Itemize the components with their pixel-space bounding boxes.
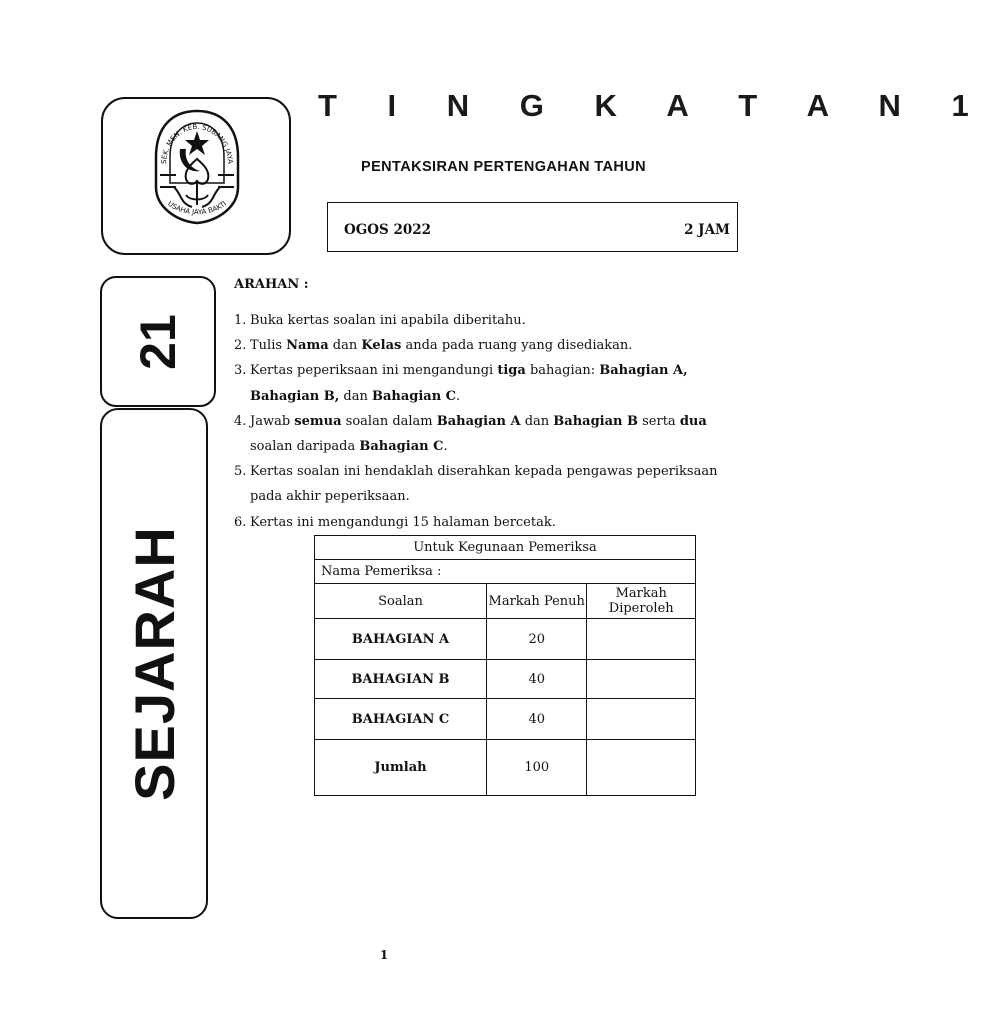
row-section: BAHAGIAN B <box>315 660 487 699</box>
row-section: BAHAGIAN A <box>315 619 487 660</box>
table-row <box>315 699 696 740</box>
instruction-item <box>234 409 734 459</box>
instruction-number: 2. <box>234 338 247 354</box>
logo-frame <box>101 97 291 255</box>
instruction-emphasis: tiga <box>497 363 526 379</box>
instruction-text: dan <box>328 338 362 354</box>
header-soalan: Soalan <box>315 584 487 619</box>
exam-date: OGOS 2022 <box>344 222 432 238</box>
instruction-text: Kertas ini mengandungi 15 halaman bercetak. <box>250 514 556 530</box>
paper-code-box <box>100 276 216 407</box>
instruction-number: 1. <box>234 313 247 328</box>
instruction-item <box>234 333 734 358</box>
instruction-text: . <box>443 439 448 455</box>
form-title: T I N G K A T A N 1 <box>318 88 990 123</box>
instruction-emphasis: Bahagian C <box>371 388 457 404</box>
assessment-subtitle: PENTAKSIRAN PERTENGAHAN TAHUN <box>361 159 646 175</box>
row-obtained-mark[interactable] <box>587 660 696 699</box>
header-markah-diperoleh: Markah Diperoleh <box>587 584 696 619</box>
instruction-emphasis: semua <box>294 413 342 429</box>
row-section: BAHAGIAN C <box>315 699 487 740</box>
instruction-number: 5. <box>234 464 247 480</box>
subject-box <box>100 408 208 919</box>
instruction-emphasis: Bahagian C <box>359 439 444 455</box>
subject-name: SEJARAH <box>122 526 186 801</box>
header-markah-penuh: Markah Penuh <box>487 584 587 619</box>
instruction-emphasis: dua <box>679 413 707 429</box>
paper-code: 21 <box>130 313 186 370</box>
instruction-text: Jawab <box>250 413 295 429</box>
examiner-marks-table <box>314 535 696 796</box>
page-number: 1 <box>379 948 389 962</box>
instruction-item <box>234 308 734 333</box>
table-row <box>315 660 696 699</box>
table-title: Untuk Kegunaan Pemeriksa <box>315 536 696 560</box>
row-full-mark: 40 <box>487 699 587 740</box>
instruction-number: 4. <box>234 413 247 429</box>
instruction-text: soalan daripada <box>250 439 360 455</box>
instruction-emphasis: Bahagian A, Bahagian B, <box>250 363 688 404</box>
instruction-text: Kertas peperiksaan ini mengandungi <box>250 363 498 379</box>
instruction-emphasis: Kelas <box>361 338 402 354</box>
svg-text:SEK. MEN. KEB. SUBANG JAYA: SEK. MEN. KEB. SUBANG JAYA <box>159 122 235 165</box>
row-total-obtained[interactable] <box>587 740 696 796</box>
instruction-item <box>234 358 734 408</box>
instructions-list <box>234 308 734 535</box>
svg-text:USAHA JAYA BAKTI: USAHA JAYA BAKTI <box>166 199 228 217</box>
row-obtained-mark[interactable] <box>587 619 696 660</box>
instruction-text: Kertas soalan ini hendaklah diserahkan kepada pengawas peperiksaan pada akhir peperiksaan. <box>250 464 718 505</box>
table-row <box>315 740 696 796</box>
row-full-mark: 40 <box>487 660 587 699</box>
exam-duration: 2 JAM <box>684 222 730 238</box>
instruction-text: . <box>456 388 461 404</box>
table-row <box>315 619 696 660</box>
instruction-number: 3. <box>234 363 247 379</box>
instruction-emphasis: Nama <box>286 338 329 354</box>
school-crest-icon <box>152 109 242 225</box>
instruction-text: anda pada ruang yang disediakan. <box>401 338 633 354</box>
instruction-emphasis: Bahagian B <box>553 413 638 429</box>
instruction-text: Tulis <box>250 338 287 354</box>
instruction-emphasis: Bahagian A <box>436 413 521 429</box>
instruction-item <box>234 510 734 535</box>
date-duration-box <box>327 202 738 252</box>
examiner-name-label: Nama Pemeriksa : <box>315 560 696 584</box>
instruction-text: dan <box>339 388 372 404</box>
instruction-text: Buka kertas soalan ini apabila diberitahu. <box>250 313 526 328</box>
row-total-label: Jumlah <box>315 740 487 796</box>
instructions-heading: ARAHAN : <box>234 277 309 292</box>
instruction-text: serta <box>638 413 680 429</box>
instruction-number: 6. <box>234 514 247 530</box>
instruction-item <box>234 459 734 509</box>
instruction-text: bahagian: <box>525 363 600 379</box>
row-total-full: 100 <box>487 740 587 796</box>
instruction-text: dan <box>520 413 554 429</box>
instruction-text: soalan dalam <box>341 413 437 429</box>
row-obtained-mark[interactable] <box>587 699 696 740</box>
row-full-mark: 20 <box>487 619 587 660</box>
